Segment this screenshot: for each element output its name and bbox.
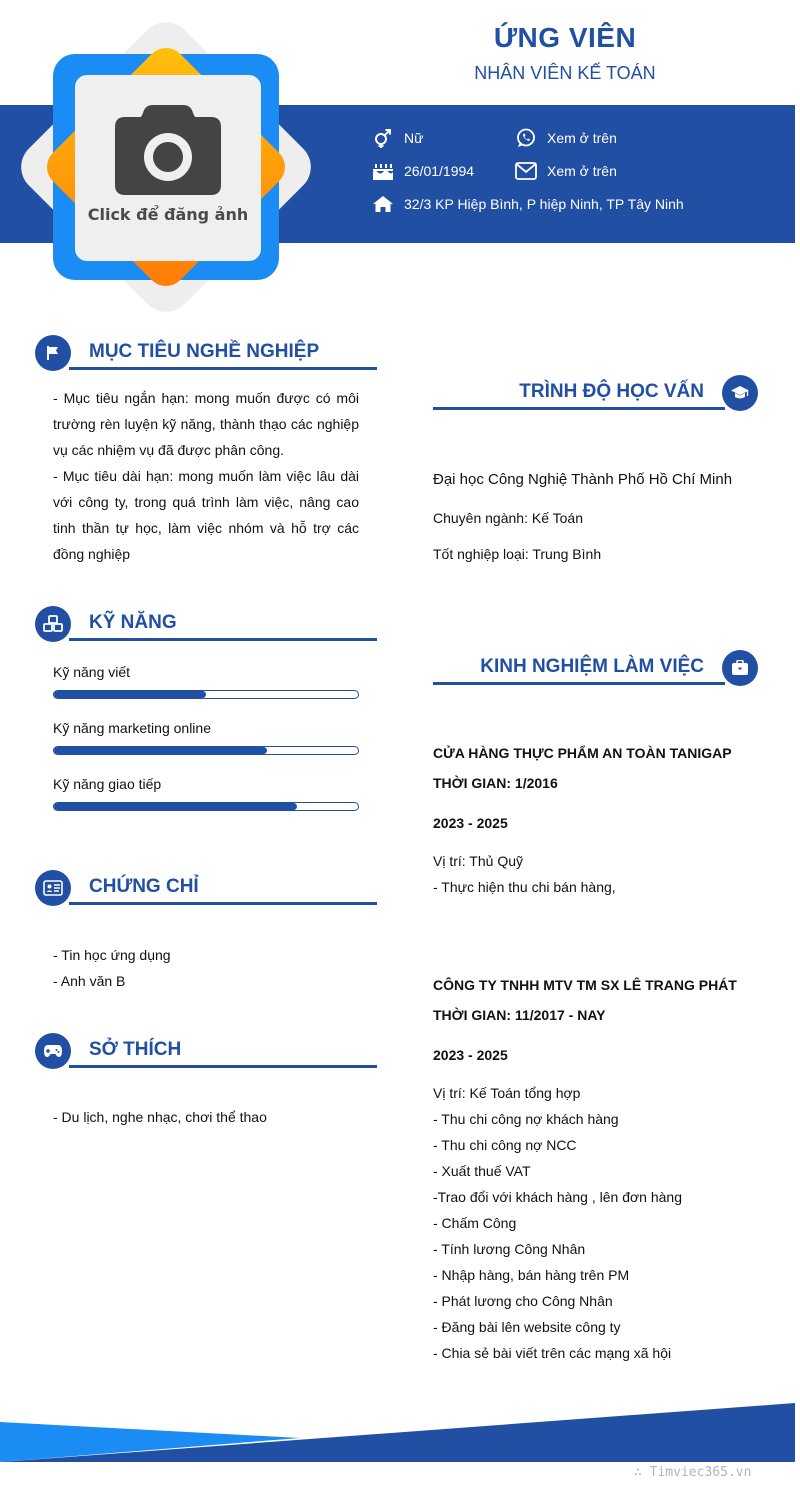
envelope-icon (515, 160, 537, 182)
job-detail: - Phát lương cho Công Nhân (433, 1293, 613, 1309)
job-detail: - Xuất thuế VAT (433, 1163, 531, 1179)
email-value: Xem ở trên (547, 163, 617, 179)
candidate-name: ỨNG VIÊN (493, 22, 637, 53)
contact-phone (515, 127, 617, 149)
job-detail: - Đăng bài lên website công ty (433, 1319, 621, 1335)
job-years: 2023 - 2025 (433, 815, 508, 831)
certificates-section-header (35, 870, 380, 910)
certificate-item: - Tin học ứng dụng (53, 947, 171, 963)
education-school: Đại học Công Nghiệ Thành Phố Hồ Chí Minh (433, 471, 733, 488)
section-divider (69, 638, 377, 641)
job-company: CỬA HÀNG THỰC PHẨM AN TOÀN TANIGAP (433, 745, 732, 761)
job-detail: Vị trí: Thủ Quỹ (433, 853, 523, 869)
section-divider (433, 407, 725, 410)
job-detail: - Thu chi công nợ khách hàng (433, 1111, 619, 1127)
photo-upload-label: Click để đăng ảnh (87, 205, 249, 224)
contact-address (372, 193, 684, 215)
skill-name: Kỹ năng marketing online (53, 720, 211, 736)
section-divider (69, 367, 377, 370)
education-major: Chuyên ngành: Kế Toán (433, 510, 583, 526)
education-section-header (433, 375, 758, 415)
certificates-title: CHỨNG CHỈ (89, 876, 199, 897)
job-detail: - Chấm Công (433, 1215, 517, 1231)
section-divider (69, 902, 377, 905)
skills-section-header (35, 606, 380, 646)
graduation-cap-icon (722, 375, 758, 411)
phone-value: Xem ở trên (547, 130, 617, 146)
section-divider (433, 682, 725, 685)
education-grade: Tốt nghiệp loại: Trung Bình (433, 546, 602, 562)
birthday-cake-icon (372, 160, 394, 182)
gender-value: Nữ (404, 130, 424, 146)
certificate-item: - Anh văn B (53, 973, 126, 989)
job-time: THỜI GIAN: 11/2017 - NAY (433, 1007, 606, 1023)
section-divider (69, 1065, 377, 1068)
watermark: ∴ Timviec365.vn (634, 1465, 752, 1480)
job-detail: - Tính lương Công Nhân (433, 1241, 586, 1257)
hobbies-title: SỞ THÍCH (89, 1039, 182, 1060)
hobbies-text: - Du lịch, nghe nhạc, chơi thể thao (53, 1109, 267, 1125)
address-value: 32/3 KP Hiệp Bình, P hiệp Ninh, TP Tây Ninh (404, 196, 684, 212)
avatar[interactable] (26, 27, 306, 307)
gamepad-icon (35, 1033, 71, 1069)
contact-birthday (372, 160, 474, 182)
objective-section-header (35, 335, 380, 375)
home-icon (372, 193, 394, 215)
objective-short-term: - Mục tiêu ngắn hạn: mong muốn được có môi trường rèn luyện kỹ năng, thành thạo các nghiệp vụ các nhiệm vụ đã được phân công. (53, 390, 359, 458)
contact-email (515, 160, 617, 182)
job-company: CÔNG TY TNHH MTV TM SX LÊ TRANG PHÁT (433, 977, 737, 993)
contact-gender (372, 127, 423, 149)
job-years: 2023 - 2025 (433, 1047, 508, 1063)
skills-title: KỸ NĂNG (89, 612, 177, 633)
objective-title: MỤC TIÊU NGHỀ NGHIỆP (89, 341, 320, 362)
photo-upload-area[interactable] (75, 75, 261, 261)
flag-icon (35, 335, 71, 371)
cubes-icon (35, 606, 71, 642)
id-card-icon (35, 870, 71, 906)
camera-icon (113, 103, 223, 195)
objective-long-term: - Mục tiêu dài hạn: mong muốn làm việc lâu dài với công ty, trong quá trình làm việc, nâng cao tinh thần tự học, làm việc nhóm và hỗ trợ các đồng nghiệp (53, 468, 359, 562)
skill-name: Kỹ năng viết (53, 664, 131, 680)
briefcase-icon (722, 650, 758, 686)
whatsapp-icon (515, 127, 537, 149)
hobbies-section-header (35, 1033, 380, 1073)
skill-bar (53, 802, 359, 811)
education-title: TRÌNH ĐỘ HỌC VẤN (519, 381, 704, 402)
experience-section-header (433, 650, 758, 690)
job-detail: - Thu chi công nợ NCC (433, 1137, 577, 1153)
skill-bar (53, 746, 359, 755)
job-detail: Vị trí: Kế Toán tổng hợp (433, 1085, 581, 1101)
footer-wave (0, 1400, 795, 1462)
skill-bar-fill (54, 747, 267, 754)
job-detail: - Chia sẻ bài viết trên các mạng xã hội (433, 1345, 672, 1361)
skill-bar (53, 690, 359, 699)
skill-bar-fill (54, 691, 206, 698)
job-detail: -Trao đổi với khách hàng , lên đơn hàng (433, 1189, 682, 1205)
skill-bar-fill (54, 803, 297, 810)
skill-name: Kỹ năng giao tiếp (53, 776, 162, 792)
job-detail: - Thực hiện thu chi bán hàng, (433, 879, 616, 895)
job-time: THỜI GIAN: 1/2016 (433, 775, 558, 791)
experience-title: KINH NGHIỆM LÀM VIỆC (480, 656, 704, 677)
gender-icon (372, 127, 394, 149)
job-detail: - Nhập hàng, bán hàng trên PM (433, 1267, 630, 1283)
candidate-position: NHÂN VIÊN KẾ TOÁN (474, 63, 656, 83)
birthday-value: 26/01/1994 (404, 163, 475, 179)
